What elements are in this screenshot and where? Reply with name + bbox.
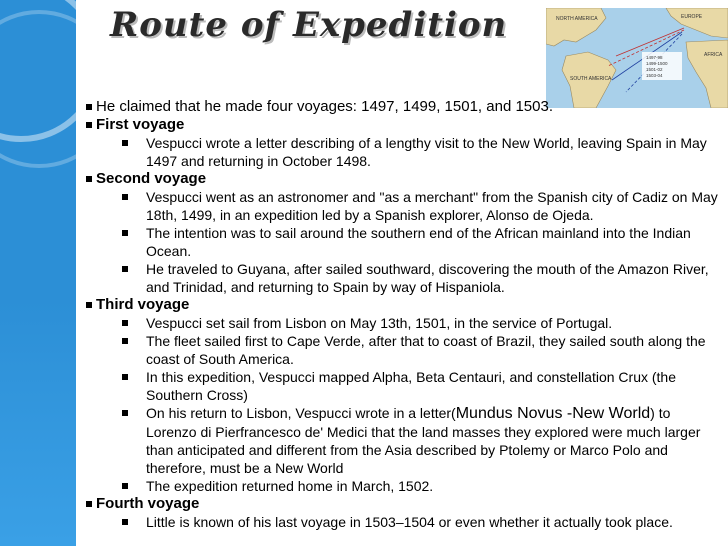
sub-bullet-text: The intention was to sail around the southern end of the African mainland into the Indian Ocean.	[146, 225, 691, 259]
map-legend-1: 1497-98	[646, 55, 663, 60]
slide-body	[82, 98, 722, 531]
bullet-text: He claimed that he made four voyages: 1497, 1499, 1501, and 1503.	[96, 98, 553, 115]
mundus-novus-title: Mundus Novus -New World	[455, 405, 651, 422]
sub-bullet-text: Vespucci set sail from Lisbon on May 13th, 1501, in the service of Portugal.	[146, 315, 613, 331]
square-bullet-icon	[122, 266, 128, 272]
sub-bullet-text: The fleet sailed first to Cape Verde, after that to coast of Brazil, they sailed south along the coast of South America.	[146, 333, 706, 367]
sub-bullet-text: Little is known of his last voyage in 1503–1504 or even whether it actually took place.	[146, 514, 673, 530]
sub-bullet-text: Vespucci wrote a letter describing of a lengthy visit to the New World, leaving Spain in May 1497 and returning in October 1498.	[146, 135, 707, 169]
bullet-text: Second voyage	[96, 170, 207, 187]
bullet-text: Third voyage	[96, 296, 190, 313]
square-bullet-icon	[122, 194, 128, 200]
bullet-text: Fourth voyage	[96, 495, 200, 512]
square-bullet-icon	[86, 104, 92, 110]
square-bullet-icon	[122, 320, 128, 326]
heading-first-voyage	[82, 116, 722, 134]
square-bullet-icon	[122, 140, 128, 146]
sub-bullet-text: The expedition returned home in March, 1502.	[146, 478, 434, 494]
letter-text-after: ) to Lorenzo di Pierfrancesco de' Medici that the land masses they explored were much larger than anticipated and different from the Asia described by Ptolemy or Marco Polo and therefore, must be a New World	[146, 405, 701, 476]
map-label-europe: EUROPE	[681, 14, 703, 20]
square-bullet-icon	[122, 230, 128, 236]
square-bullet-icon	[122, 410, 128, 416]
square-bullet-icon	[122, 483, 128, 489]
sub-bullet-text: Vespucci went as an astronomer and "as a merchant" from the Spanish city of Cadiz on May 18th, 1499, in an expedition led by a Spanish explorer, Alonso de Ojeda.	[146, 189, 718, 223]
sub-bullet	[82, 513, 722, 531]
sub-bullet	[82, 332, 722, 368]
map-legend-3: 1501-02	[646, 67, 663, 72]
route-map-graphic	[546, 8, 728, 108]
square-bullet-icon	[122, 338, 128, 344]
decorative-sidebar	[0, 0, 76, 546]
route-map-image	[546, 8, 728, 108]
map-label-south-america: SOUTH AMERICA	[570, 76, 612, 82]
sub-bullet-text: In this expedition, Vespucci mapped Alpha, Beta Centauri, and constellation Crux (the Southern Cross)	[146, 369, 676, 403]
map-legend-4: 1503-04	[646, 73, 663, 78]
sub-bullet	[82, 224, 722, 260]
sub-bullet	[82, 368, 722, 404]
heading-second-voyage	[82, 170, 722, 188]
square-bullet-icon	[122, 519, 128, 525]
map-label-africa: AFRICA	[704, 52, 723, 58]
square-bullet-icon	[86, 122, 92, 128]
decorative-ring	[0, 10, 76, 168]
sub-bullet	[82, 260, 722, 296]
sub-bullet-text: He traveled to Guyana, after sailed southward, discovering the mouth of the Amazon River, and Trinidad, and returning to Spain by way of Hispaniola.	[146, 261, 709, 295]
square-bullet-icon	[86, 176, 92, 182]
slide-title: Route of Expedition	[110, 5, 508, 45]
heading-fourth-voyage	[82, 495, 722, 513]
letter-text-before: On his return to Lisbon, Vespucci wrote in a letter(	[146, 405, 456, 421]
bullet-claim	[82, 98, 722, 116]
bullet-text: First voyage	[96, 116, 185, 133]
map-legend-2: 1499-1500	[646, 61, 668, 66]
map-label-north-america: NORTH AMERICA	[556, 16, 598, 22]
square-bullet-icon	[122, 374, 128, 380]
sub-bullet-letter	[82, 404, 722, 477]
sidebar-fade	[0, 300, 76, 546]
sub-bullet	[82, 314, 722, 332]
square-bullet-icon	[86, 501, 92, 507]
square-bullet-icon	[86, 302, 92, 308]
sub-bullet	[82, 134, 722, 170]
sub-bullet	[82, 188, 722, 224]
sub-bullet	[82, 477, 722, 495]
heading-third-voyage	[82, 296, 722, 314]
